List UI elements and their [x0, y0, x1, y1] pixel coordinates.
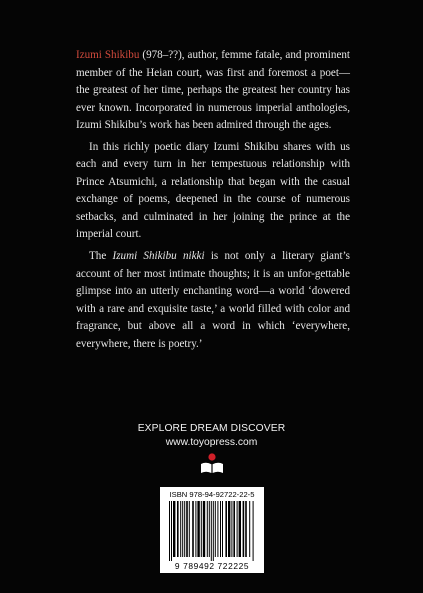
barcode-bar — [171, 501, 172, 561]
barcode-bar — [222, 501, 223, 557]
logo-red-dot — [208, 453, 215, 460]
barcode-bar — [207, 501, 208, 557]
logo-book-left-page — [201, 463, 211, 473]
author-name-highlight: Izumi Shikibu — [76, 49, 140, 61]
barcode-bar — [253, 501, 254, 561]
barcode-bar — [249, 501, 250, 557]
barcode-bar — [184, 501, 185, 557]
barcode-bar — [213, 501, 214, 561]
blurb-text — [76, 47, 350, 353]
publisher-tagline: EXPLORE DREAM DISCOVER — [137, 423, 286, 434]
barcode-bar — [217, 501, 218, 557]
barcode-bar — [203, 501, 205, 557]
book-with-red-dot-icon — [199, 452, 225, 476]
barcode-bar — [245, 501, 247, 557]
barcode-bar — [225, 501, 227, 557]
isbn-barcode — [160, 487, 264, 573]
barcode-bar — [169, 501, 170, 561]
blurb-paragraph-1 — [76, 47, 350, 135]
barcode-bar — [231, 501, 232, 557]
barcode-bar — [197, 501, 199, 557]
barcode-bar — [237, 501, 238, 557]
barcode-bar — [177, 501, 179, 557]
barcode-bar — [209, 501, 210, 557]
barcode-bar — [215, 501, 216, 557]
barcode-digits: 9 789492 722225 — [174, 561, 250, 571]
barcode-bar — [180, 501, 181, 557]
blurb-paragraph-2: In this richly poetic diary Izumi Shikibu shares with us each and every turn in her tempestuous relationship with Prince Atsumichi, a relationship that began with the casual exchange of poems, deepened in the course of numerous setbacks, and culminated in her joining the prince at the imperial court. — [76, 140, 350, 241]
barcode-bar — [182, 501, 183, 557]
barcode-bar — [228, 501, 230, 557]
barcode-bar — [211, 501, 212, 561]
barcode-bar — [220, 501, 221, 557]
book-title-italic: Izumi Shikibu nikki — [112, 250, 205, 263]
barcode-bar — [189, 501, 190, 557]
barcode-bar — [243, 501, 245, 557]
publisher-url[interactable]: www.toyopress.com — [165, 437, 258, 448]
blurb-paragraph-3-text: is not only a literary giant’s account of her most intimate thoughts; it is an unfor-gettable glimpse into an utterly enchanting word—a world ‘dowered with a rare and exquisite taste,’ a world filled with color and fragrance, but above all a word in which ‘everywhere, everywhere, there is poetry.’ — [76, 250, 350, 350]
barcode-bar — [239, 501, 241, 557]
isbn-label: ISBN 978-94-92722-22-5 — [169, 490, 255, 499]
blurb-paragraph-1-text: (978–??), author, femme fatale, and prominent member of the Heian court, was first and foremost a poet—the greatest of her time, perhaps the greatest her country has ever known. Incorporated in numerous imperial anthologies, Izumi Shikibu’s work has been admired through the ages. — [76, 49, 350, 132]
barcode-bar — [173, 501, 175, 557]
blurb-paragraph-3 — [76, 248, 350, 353]
barcode-bar — [192, 501, 194, 557]
barcode-bar — [201, 501, 202, 557]
barcode-bar — [233, 501, 235, 557]
barcode-bar — [195, 501, 196, 557]
barcode-bars — [169, 501, 255, 561]
blurb-paragraph-3-lead: The — [89, 250, 113, 263]
logo-book-right-page — [213, 463, 223, 473]
barcode-bar — [186, 501, 188, 557]
